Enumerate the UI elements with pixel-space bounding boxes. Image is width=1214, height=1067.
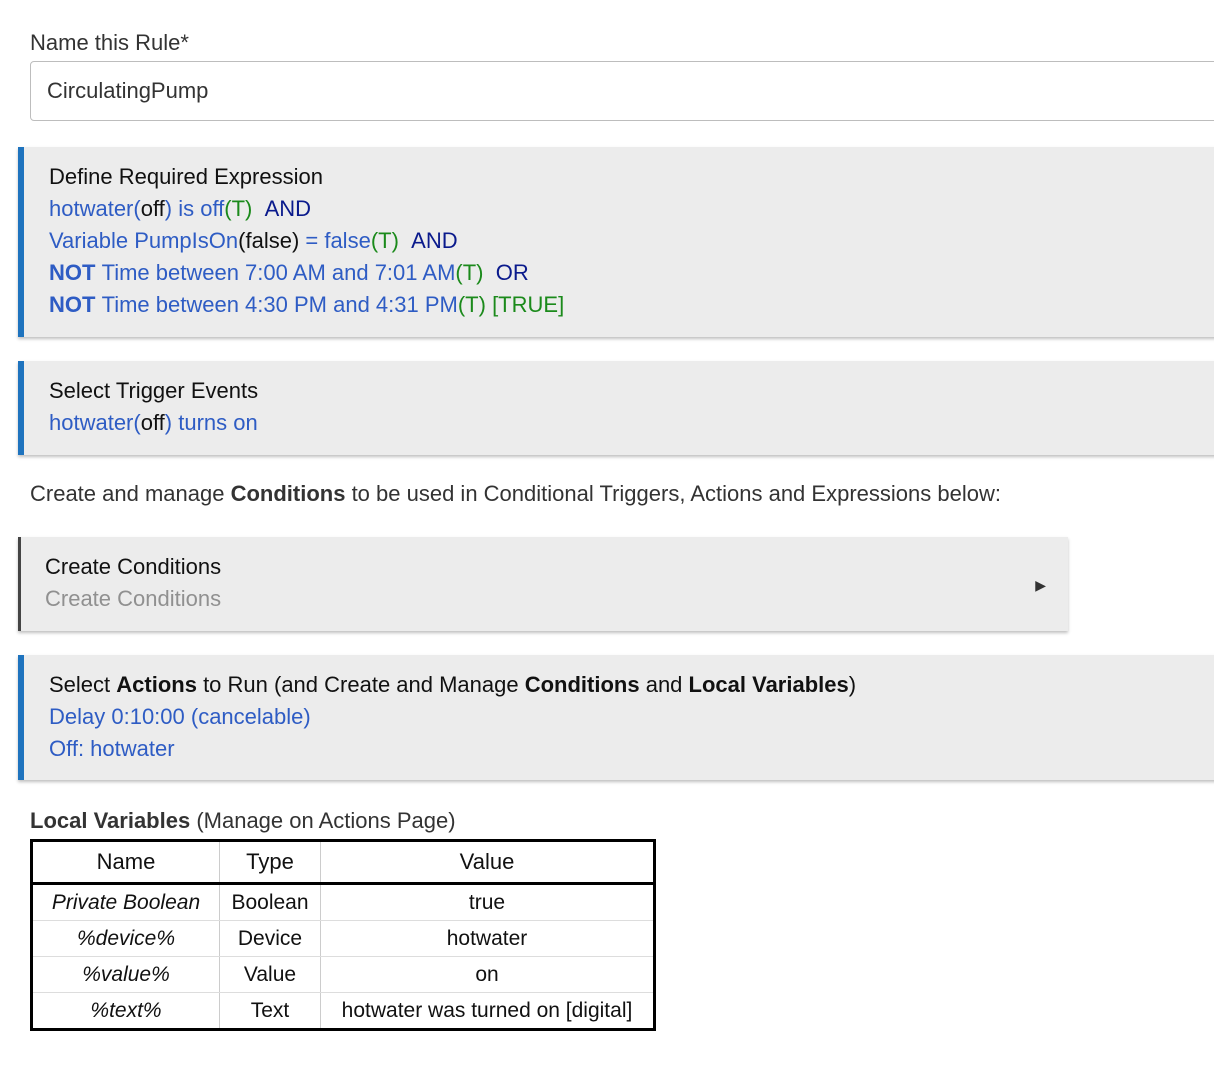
local-variables-label: Local Variables (Manage on Actions Page) [30,808,456,833]
trigger-events-title: Select Trigger Events [49,378,259,403]
expression-line-3: NOT Time between 7:00 AM and 7:01 AM(T) OR [49,260,529,285]
rule-name-input[interactable] [30,61,1214,121]
actions-title: Select Actions to Run (and Create and Manage Conditions and Local Variables) [49,672,857,697]
table-row [32,993,655,1030]
expression-line-2: Variable PumpIsOn(false) = false(T) AND [49,228,458,253]
cell-name: %text% [32,993,220,1030]
cell-value: hotwater was turned on [digital] [341,998,633,1022]
table-row [32,884,655,921]
create-conditions-title: Create Conditions [45,554,222,579]
cell-name: %value% [32,957,220,993]
table-header-row [32,841,655,884]
cell-type: Device [220,921,321,957]
required-expression-panel[interactable] [18,147,1214,337]
action-line-2: Off: hotwater [49,736,175,761]
cell-value: hotwater [321,921,655,957]
conditions-info-text: Create and manage Conditions to be used in Conditional Triggers, Actions and Expressions below: [30,481,1001,506]
trigger-line: hotwater(off) turns on [49,410,258,435]
header-value: Value [321,841,655,884]
cell-type: Text [220,993,321,1030]
cell-name: %device% [32,921,220,957]
table-row [32,921,655,957]
cell-value: on [321,957,655,993]
required-expression-title: Define Required Expression [49,164,323,189]
cell-type: Boolean [220,884,321,921]
action-line-1: Delay 0:10:00 (cancelable) [49,704,311,729]
trigger-events-panel[interactable] [18,361,1214,455]
cell-name: Private Boolean [32,884,220,921]
expand-arrow-icon[interactable]: ▶ [1035,577,1046,593]
expression-line-1: hotwater(off) is off(T) AND [49,196,312,221]
cell-type: Value [220,957,321,993]
table-row [32,957,655,993]
create-conditions-panel[interactable] [18,537,1068,631]
local-variables-table [30,839,656,1031]
create-conditions-subtitle: Create Conditions [45,586,222,611]
actions-panel[interactable] [18,655,1214,780]
expression-line-4: NOT Time between 4:30 PM and 4:31 PM(T) [TRUE] [49,292,565,317]
name-rule-label: Name this Rule* [30,30,189,55]
cell-value: true [321,884,655,921]
header-type: Type [220,841,321,884]
header-name: Name [32,841,220,884]
